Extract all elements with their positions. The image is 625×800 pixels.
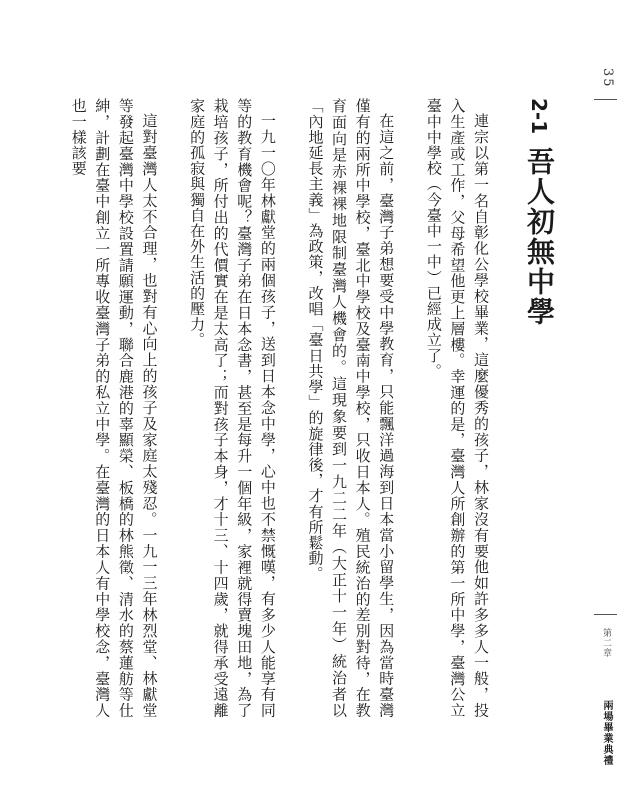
paragraph: 在這之前，臺灣子弟想要受中學教育，只能飄洋過海到日本當小留學生，因為當時臺灣僅有的兩所中學校，臺北中學校及臺南中學校，只收日本人。殖民統治的差別對待，在教育面向是赤裸裸地限制臺灣人機會的。這現象要到一九二二年（大正十一年）統治者以「內地延長主義」為政策，改唱「臺日共學」的旋律後，才有所鬆動。 [306,98,396,718]
section-title: 吾人初無中學 [523,147,556,327]
running-book-title: 兩場畢業典禮 [601,700,612,766]
page-number: 35 [600,68,615,89]
running-chapter-label: 第二章 [601,628,611,658]
body-text [69,98,492,718]
paragraph: 這對臺灣人太不合理，也對有心向上的孩子及家庭太殘忍。一九一三年林烈堂、林獻堂等發起臺灣中學校設置請願運動，聯合鹿港的辜顯榮、板橋的林熊徵、清水的蔡蓮舫等仕紳，計劃在臺中創立一所專收臺灣子弟的私立中學。在臺灣的日本人有中學校念，臺灣人也一樣該要 [69,98,159,718]
paragraph: 一九一〇年林獻堂的兩個孩子，送到日本念中學，心中也不禁慨嘆，有多少人能享有同等的教育機會呢？臺灣子弟在日本念書，甚至是每升一個年級，家裡就得賣塊田地，為了栽培孩子，所付出的代價實在是太高了；而對孩子本身，才十三、十四歲，就得承受遠離家庭的孤寂與獨自在外生活的壓力。 [188,98,277,718]
section-number: 2-1 [527,98,551,135]
paragraph: 連宗以第一名自彰化公學校畢業，這麼優秀的孩子，林家沒有要他如許多多人一般，投入生產或工作，父母希望他更上層樓。幸運的是，臺灣人所創辦的第一所中學，臺灣公立臺中中學校（今臺中一中）已經成立了。 [424,98,490,718]
margin-rule-bottom [594,614,617,615]
margin-rule-top [594,99,617,100]
